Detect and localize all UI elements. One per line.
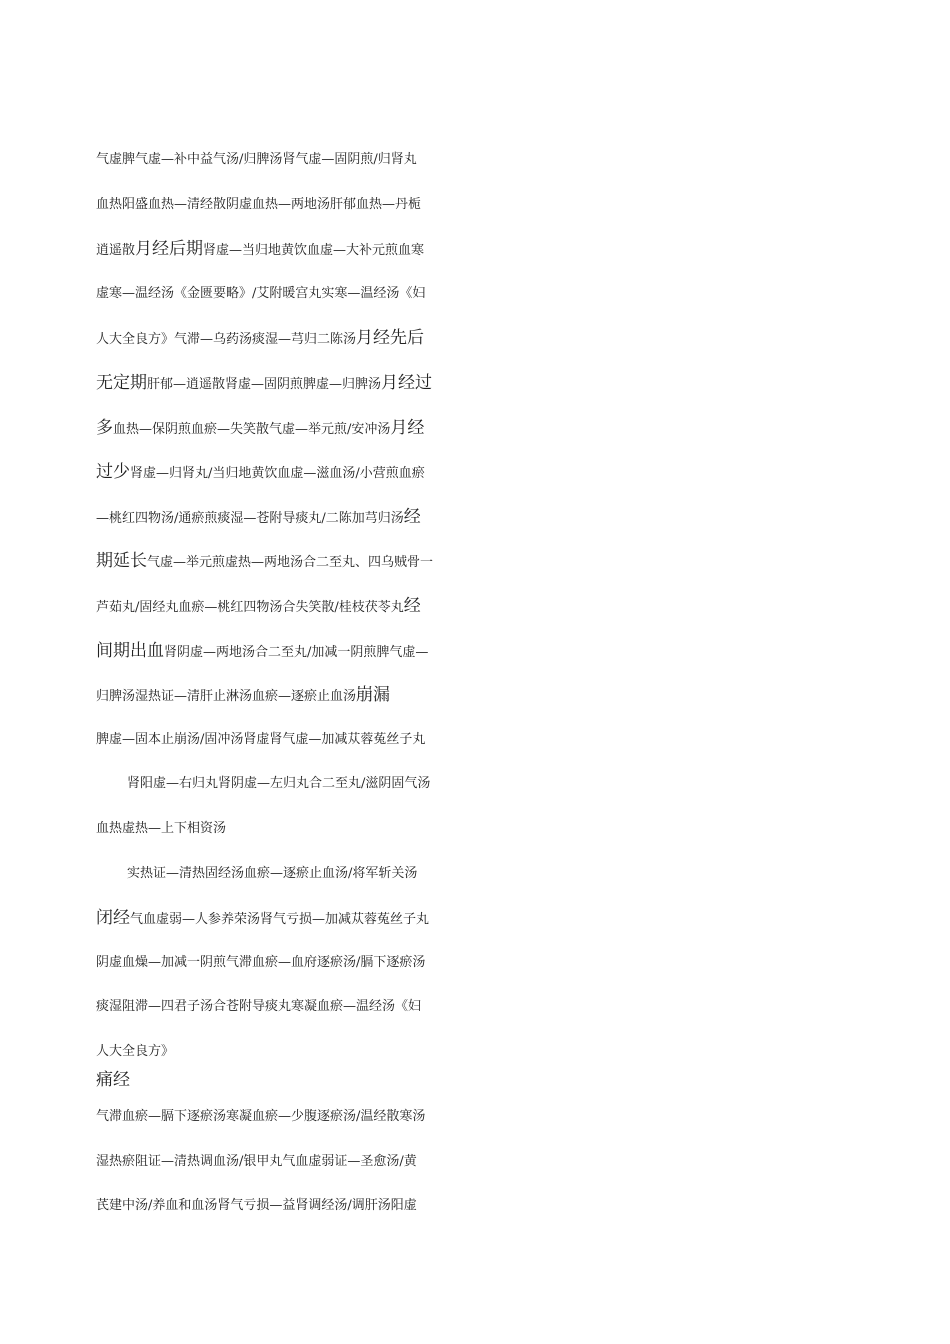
text-line: [96, 418, 466, 440]
section-heading: 痛经: [96, 1070, 130, 1090]
text-line: [96, 685, 466, 707]
text-line: [96, 997, 466, 1017]
text-run: 阴虚血燥—加减一阴煎气滞血瘀—血府逐瘀汤/膈下逐瘀汤: [96, 954, 426, 970]
text-line: [96, 195, 466, 215]
text-run: 气血虚弱—人参养荣汤肾气亏损—加减苁蓉菟丝子丸: [130, 912, 430, 928]
text-run: 芦茹丸/固经丸血瘀—桃红四物汤合失笑散/桂枝茯苓丸: [96, 600, 404, 615]
topic-term: 崩漏: [356, 685, 391, 706]
text-line: [96, 1107, 466, 1127]
text-line: [96, 730, 466, 750]
text-line: [127, 774, 497, 794]
text-line: [96, 1196, 466, 1216]
topic-term: 经: [403, 506, 421, 527]
topic-term: 期延长: [96, 551, 147, 572]
text-run: 逍遥散: [96, 243, 136, 259]
topic-term: 无定期: [96, 373, 147, 393]
text-run: 归脾汤湿热证—清肝止淋汤血瘀—逐瘀止血汤: [96, 689, 357, 705]
text-line: [127, 864, 497, 884]
text-run: 湿热瘀阻证—清热调血汤/银甲丸气血虚弱证—圣愈汤/黄: [96, 1153, 417, 1169]
text-run: 肾阴虚—两地汤合二至丸/加减一阴煎脾气虚—: [164, 644, 429, 660]
topic-term: 过少: [96, 462, 130, 483]
text-run: 实热证—清热固经汤血瘀—逐瘀止血汤/将军斩关汤: [127, 865, 418, 881]
text-run: 痰湿阻滞—四君子汤合苍附导痰丸寒凝血瘀—温经汤《妇: [96, 999, 422, 1015]
text-run: 人大全良方》: [96, 1044, 175, 1059]
text-run: 血热虚热—上下相资汤: [96, 821, 227, 836]
text-run: 肝郁—逍遥散肾虚—固阴煎脾虚—归脾汤: [147, 377, 382, 392]
topic-term: 经: [403, 596, 421, 616]
topic-term: 月经: [390, 417, 425, 438]
text-line: [96, 596, 466, 618]
text-line: [96, 373, 466, 395]
topic-term: 月经先后: [356, 328, 425, 349]
text-run: 人大全良方》气滞—乌药汤痰湿—芎归二陈汤: [96, 332, 357, 348]
text-run: 血热—保阴煎血瘀—失笑散气虚—举元煎/安冲汤: [113, 421, 391, 437]
text-run: 气滞血瘀—膈下逐瘀汤寒凝血瘀—少腹逐瘀汤/温经散寒汤: [96, 1109, 426, 1124]
text-run: —桃红四物汤/通瘀煎痰湿—苍附导痰丸/二陈加芎归汤: [96, 510, 404, 526]
topic-term: 月经过: [381, 373, 433, 393]
text-line: [96, 462, 466, 484]
text-run: 肾阳虚—右归丸肾阴虚—左归丸合二至丸/滋阴固气汤: [127, 776, 431, 792]
text-line: [96, 819, 466, 839]
topic-term: 月经后期: [135, 239, 204, 260]
topic-term: 闭经: [96, 908, 130, 929]
text-line: [96, 328, 466, 350]
text-line: [96, 284, 466, 304]
topic-term: 间期出血: [96, 640, 164, 661]
text-run: 肾虚—归肾丸/当归地黄饮血虚—滋血汤/小营煎血瘀: [130, 466, 425, 482]
text-run: 气虚—举元煎虚热—两地汤合二至丸、四乌贼骨一: [147, 555, 434, 571]
text-run: 芪建中汤/养血和血汤肾气亏损—益肾调经汤/调肝汤阳虚: [96, 1198, 417, 1213]
text-line: [96, 1152, 466, 1172]
topic-term: 多: [96, 417, 113, 438]
text-run: 虚寒—温经汤《金匮要略》/艾附暖宫丸实寒—温经汤《妇: [96, 285, 426, 301]
text-line: [96, 641, 466, 663]
text-line: [96, 551, 466, 573]
text-line: [96, 1042, 466, 1062]
text-run: 血热阳盛血热—清经散阴虚血热—两地汤肝郁血热—丹栀: [96, 196, 422, 212]
text-line: [96, 908, 466, 930]
text-run: 肾虚—当归地黄饮血虚—大补元煎血寒: [203, 243, 425, 259]
text-line: [96, 507, 466, 529]
text-line: [96, 953, 466, 973]
text-line: [96, 150, 466, 170]
text-run: 脾虚—固本止崩汤/固冲汤肾虚肾气虚—加减苁蓉菟丝子丸: [96, 731, 426, 747]
text-run: 气虚脾气虚—补中益气汤/归脾汤肾气虚—固阴煎/归肾丸: [96, 152, 417, 167]
text-line: [96, 239, 466, 261]
